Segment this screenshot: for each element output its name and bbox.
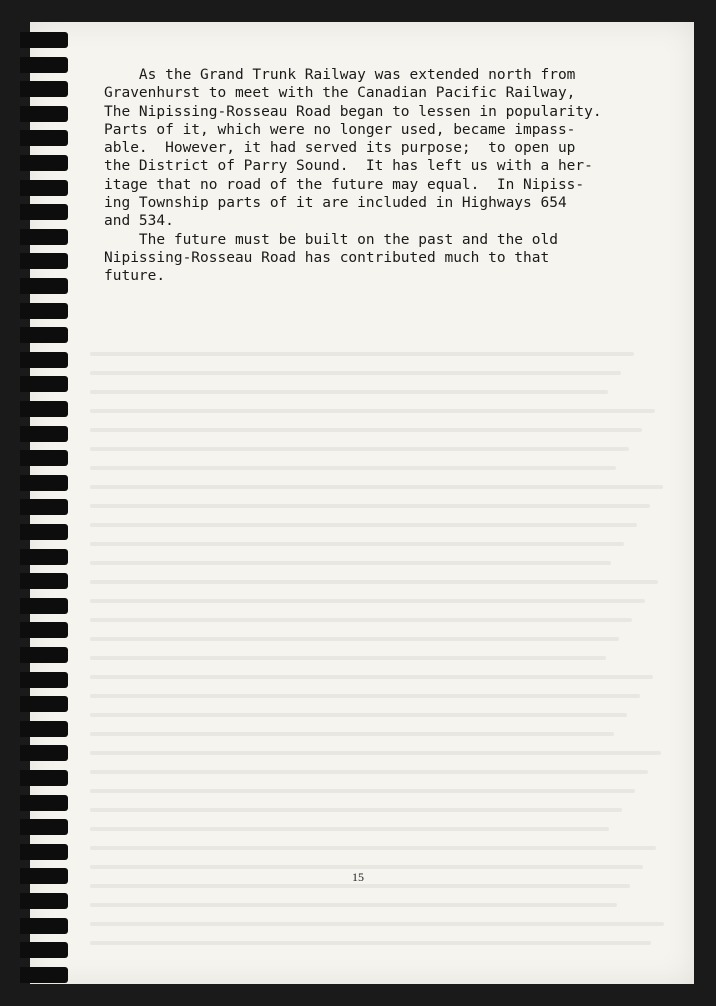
binding-ring — [20, 745, 68, 761]
text-line: ing Township parts of it are included in Highways 654 — [104, 195, 567, 212]
paragraph-2 — [104, 231, 644, 286]
bleed-through-line — [90, 808, 622, 812]
bleed-through-line — [90, 865, 643, 869]
binding-ring — [20, 918, 68, 934]
text-line: future. — [104, 268, 166, 285]
bleed-through-line — [90, 827, 609, 831]
document-body — [104, 66, 644, 286]
binding-ring — [20, 32, 68, 48]
bleed-through-line — [90, 675, 653, 679]
bleed-through-line — [90, 846, 656, 850]
bleed-through-line — [90, 903, 617, 907]
binding-ring — [20, 893, 68, 909]
bleed-through-line — [90, 618, 632, 622]
binding-ring — [20, 721, 68, 737]
bleed-through-line — [90, 561, 611, 565]
binding-ring — [20, 795, 68, 811]
binding-ring — [20, 426, 68, 442]
bleed-through-line — [90, 656, 606, 660]
bleed-through-line — [90, 352, 634, 356]
bleed-through-line — [90, 428, 642, 432]
paragraph-1 — [104, 66, 644, 231]
binding-ring — [20, 942, 68, 958]
bleed-through-line — [90, 466, 616, 470]
binding-ring — [20, 130, 68, 146]
text-line: Gravenhurst to meet with the Canadian Pacific Railway, — [104, 85, 576, 102]
binding-ring — [20, 598, 68, 614]
text-line: able. However, it had served its purpose; to open up — [104, 140, 576, 157]
bleed-through-line — [90, 504, 650, 508]
page-number: 15 — [352, 870, 364, 884]
binding-ring — [20, 475, 68, 491]
binding-ring — [20, 844, 68, 860]
bleed-through-line — [90, 523, 637, 527]
bleed-through-line — [90, 580, 658, 584]
binding-ring — [20, 81, 68, 97]
binding-ring — [20, 229, 68, 245]
bleed-through-line — [90, 941, 651, 945]
binding-ring — [20, 622, 68, 638]
bleed-through-line — [90, 390, 608, 394]
binding-ring — [20, 499, 68, 515]
spiral-binding — [20, 22, 72, 984]
bleed-through-line — [90, 770, 648, 774]
binding-ring — [20, 303, 68, 319]
binding-ring — [20, 696, 68, 712]
bleed-through-line — [90, 371, 621, 375]
bleed-through-line — [90, 409, 655, 413]
text-line: itage that no road of the future may equal. In Nipiss- — [104, 176, 585, 193]
binding-ring — [20, 376, 68, 392]
binding-ring — [20, 155, 68, 171]
binding-ring — [20, 967, 68, 983]
bleed-through-line — [90, 637, 619, 641]
text-line: As the Grand Trunk Railway was extended north from — [104, 67, 576, 83]
binding-ring — [20, 57, 68, 73]
bleed-through-line — [90, 485, 663, 489]
binding-ring — [20, 819, 68, 835]
bleed-through-line — [90, 599, 645, 603]
bleed-through-line — [90, 713, 627, 717]
binding-ring — [20, 180, 68, 196]
text-line: Parts of it, which were no longer used, became impass- — [104, 121, 576, 138]
binding-ring — [20, 549, 68, 565]
bleed-through-line — [90, 789, 635, 793]
bleed-through-line — [90, 922, 664, 926]
bleed-through-line — [90, 447, 629, 451]
bleed-through-line — [90, 542, 624, 546]
bleed-through-line — [90, 751, 661, 755]
bleed-through-line — [90, 694, 640, 698]
binding-ring — [20, 401, 68, 417]
text-line: and 534. — [104, 213, 174, 230]
binding-ring — [20, 672, 68, 688]
binding-ring — [20, 770, 68, 786]
binding-ring — [20, 647, 68, 663]
text-line: The Nipissing-Rosseau Road began to lessen in popularity. — [104, 103, 602, 120]
text-line: The future must be built on the past and the old — [104, 231, 558, 248]
binding-ring — [20, 204, 68, 220]
binding-ring — [20, 278, 68, 294]
bleed-through-line — [90, 732, 614, 736]
binding-ring — [20, 524, 68, 540]
binding-ring — [20, 327, 68, 343]
binding-ring — [20, 253, 68, 269]
binding-ring — [20, 106, 68, 122]
binding-ring — [20, 450, 68, 466]
text-line: the District of Parry Sound. It has left us with a her- — [104, 158, 593, 175]
text-line: Nipissing-Rosseau Road has contributed much to that — [104, 249, 550, 266]
binding-ring — [20, 352, 68, 368]
binding-ring — [20, 573, 68, 589]
